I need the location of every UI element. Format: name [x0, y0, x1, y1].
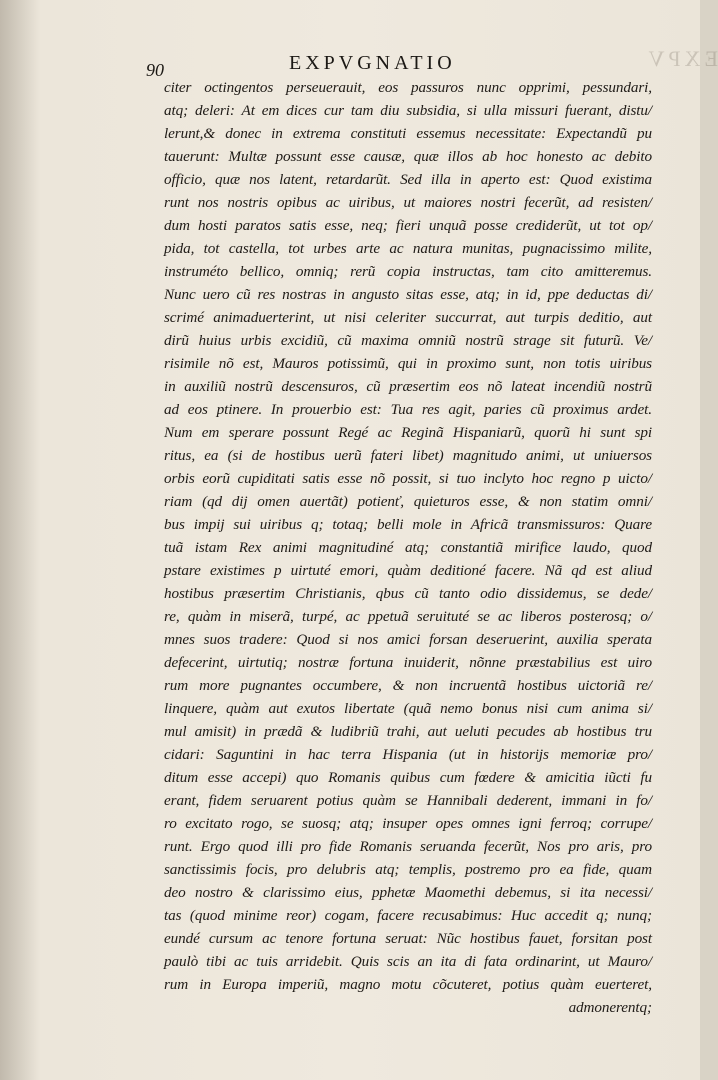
- text-line: pstare existimes p uirtuté emori, quàm deditioné facere. Nã qd est aliud: [164, 562, 652, 579]
- text-line: scrimé animaduerterint, ut nisi celeriter succurrat, aut turpis deditio, aut: [164, 309, 652, 326]
- body-text: [164, 76, 652, 1019]
- text-line: deo nostro & clarissimo eius, pphetæ Maomethi debemus, si ita necessi/: [164, 884, 652, 901]
- text-line: orbis eorũ cupiditati satis esse nõ possit, si tuo inclyto hoc regno p uicto/: [164, 470, 652, 487]
- text-line: officio, quæ nos latent, retardarũt. Sed illa in aperto est: Quod existima: [164, 171, 652, 188]
- text-line: rum in Europa imperiũ, magno motu cõcuteret, potius quàm euerteret,: [164, 976, 652, 993]
- page-number: 90: [146, 60, 164, 80]
- text-line: ditum esse accepi) quo Romanis quibus cum fœdere & amicitia iũcti fu: [164, 769, 652, 786]
- text-line: re, quàm in miserã, turpé, ac ppetuã seruituté se ac liberos posterosq; o/: [164, 608, 652, 625]
- text-line: Num em sperare possunt Regé ac Reginã Hispaniarũ, quorũ hi sunt spi: [164, 424, 652, 441]
- text-line: instruméto bellico, omniq; rerũ copia instructas, tam cito amitteremus.: [164, 263, 652, 280]
- text-line: linquere, quàm aut exutos libertate (quã nemo bonus nisi cum anima si/: [164, 700, 652, 717]
- text-line: ritus, ea (si de hostibus uerũ fateri libet) magnitudo animi, ut uniuersos: [164, 447, 652, 464]
- text-line: rum more pugnantes occumbere, & non incruentã hostibus uictoriã re/: [164, 677, 652, 694]
- text-line: mnes suos tradere: Quod si nos amici forsan deseruerint, auxilia sperata: [164, 631, 652, 648]
- text-line: citer octingentos perseuerauit, eos passuros nunc opprimi, pessundari,: [164, 79, 652, 96]
- text-line: Nunc uero cũ res nostras in angusto sitas esse, atq; in id, ppe deductas di/: [164, 286, 652, 303]
- text-line: risimile nõ est, Mauros potissimũ, qui in proximo sunt, non totis uiribus: [164, 355, 652, 372]
- running-head: EXPVGNATIO: [289, 52, 456, 74]
- text-line: mul amisit) in prædã & ludibriũ trahi, aut ueluti pecudes ab hostibus tru: [164, 723, 652, 740]
- text-line: pida, tot castella, tot urbes arte ac natura munitas, pugnacissimo milite,: [164, 240, 652, 257]
- text-line: runt nos nostris opibus ac uiribus, ut maiores nostri fecerũt, ad resisten/: [164, 194, 652, 211]
- text-line: bus impij sui uiribus q; totaq; belli mole in Africã transmissuros: Quare: [164, 516, 652, 533]
- text-line: runt. Ergo quod illi pro fide Romanis seruanda fecerũt, Nos pro aris, pro: [164, 838, 652, 855]
- text-line: paulò tibi ac tuis arridebit. Quis scis an ita di fata ordinarint, ut Mauro/: [164, 953, 652, 970]
- text-line: tuã istam Rex animi magnitudiné atq; constantiã mirifice laudo, quod: [164, 539, 652, 556]
- text-line: riam (qd dij omen auertãt) potienť, quieturos esse, & non statim omni/: [164, 493, 652, 510]
- text-line: atq; deleri: At em dices cur tam diu subsidia, si ulla missuri fuerant, distu/: [164, 102, 652, 119]
- gutter-shadow: [0, 0, 40, 1080]
- text-line: in auxiliũ nostrũ descensuros, cũ præsertim eos nõ lateat incendiũ nostrũ: [164, 378, 652, 395]
- text-line: hostibus præsertim Christianis, qbus cũ tanto odio dissidemus, se dede/: [164, 585, 652, 602]
- text-line: cidari: Saguntini in hac terra Hispania (ut in historijs memoriæ pro/: [164, 746, 652, 763]
- text-line: sanctissimis focis, pro delubris atq; templis, postremo pro ea fide, quam: [164, 861, 652, 878]
- text-line: tauerunt: Multæ possunt esse causæ, quæ illos ab hoc honesto ac debito: [164, 148, 652, 165]
- text-line: ro excitato rogo, se suosq; atq; insuper opes omnes igni ferroq; corrupe/: [164, 815, 652, 832]
- text-line: lerunt,& donec in extrema constituti essemus necessitate: Expectandũ pu: [164, 125, 652, 142]
- text-line: tas (quod minime reor) cogaт, facere recusabimus: Huc accedit q; nunq;: [164, 907, 652, 924]
- text-line: dirũ huius urbis excidiũ, cũ maxima omniũ nostrũ strage sit futurũ. Ve/: [164, 332, 652, 349]
- show-through-text: EXPV: [644, 46, 718, 71]
- text-line: defecerint, uirtutiq; nostræ fortuna inuiderit, nõnne præstabilius est uiro: [164, 654, 652, 671]
- text-line: ad eos ptinere. In prouerbio est: Tua res agit, paries cũ proximus ardet.: [164, 401, 652, 418]
- text-line: eundé cursum ac tenore fortuna seruat: Nũc hostibus fauet, forsitan post: [164, 930, 652, 947]
- text-line: erant, fidem seruarent potius quàm se Hannibali dederent, immani in fo/: [164, 792, 652, 809]
- text-line: dum hosti paratos satis esse, neq; fieri unquã posse crediderũt, ut tot op/: [164, 217, 652, 234]
- catchword: admonerentq;: [568, 999, 652, 1016]
